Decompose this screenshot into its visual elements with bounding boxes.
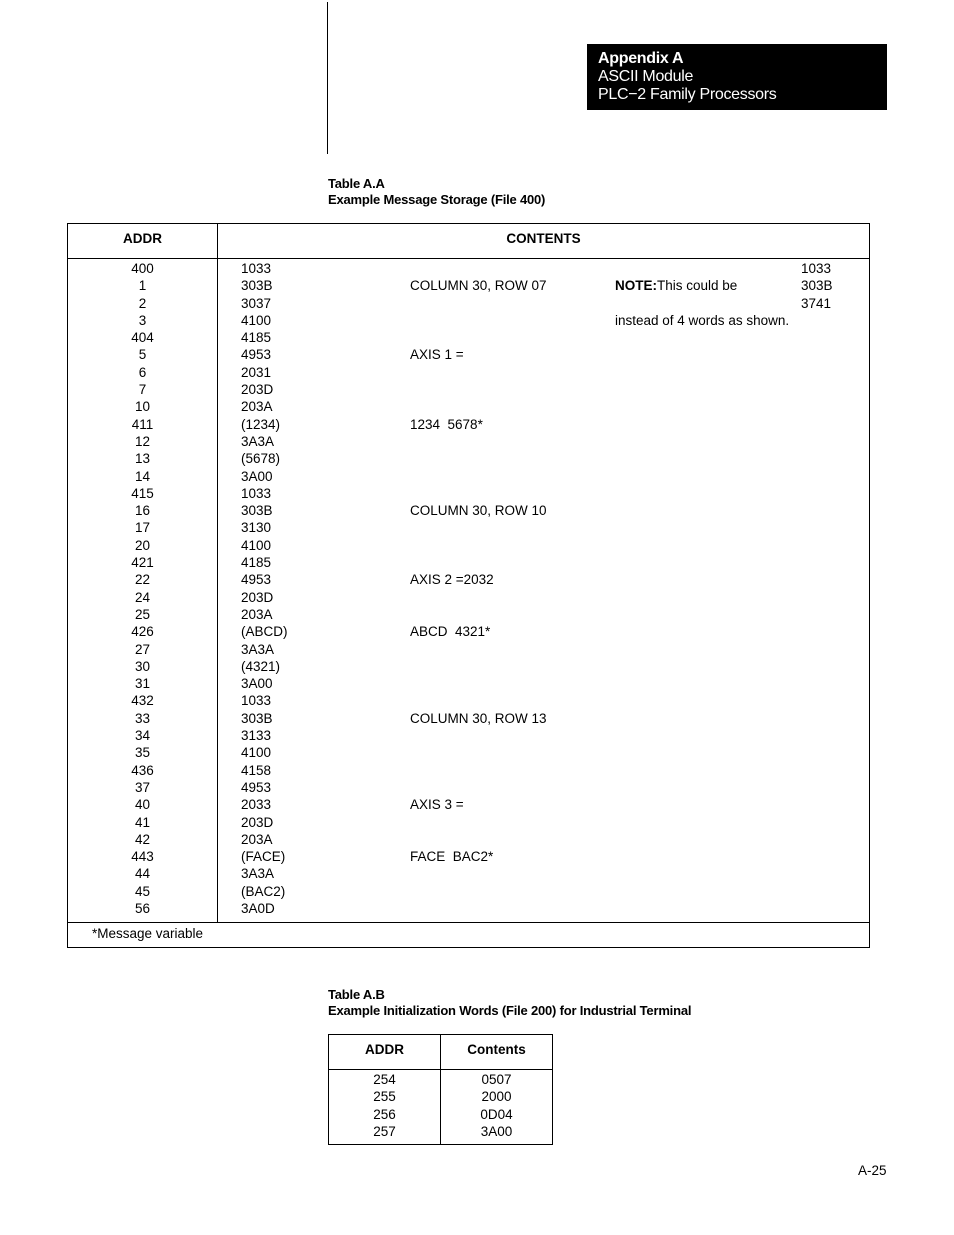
contents-cell: 203D bbox=[241, 382, 274, 398]
addr-cell: 20 bbox=[134, 537, 151, 553]
contents-cell: 0507 bbox=[481, 1072, 512, 1087]
contents-cell: 203D bbox=[241, 814, 274, 830]
meaning-cell bbox=[410, 468, 547, 485]
addr-cell: 25 bbox=[134, 606, 151, 622]
contents-cell: 2000 bbox=[481, 1089, 512, 1105]
addr-cell: 17 bbox=[134, 520, 151, 536]
addr-cell: 42 bbox=[134, 831, 151, 847]
footer-divider bbox=[68, 922, 869, 923]
meaning-cell bbox=[410, 727, 547, 744]
contents-cell: 3A00 bbox=[241, 468, 273, 484]
meaning-cell: AXIS 2 =2032 bbox=[410, 572, 494, 588]
addr-cell: 30 bbox=[134, 658, 151, 674]
addr-column bbox=[68, 260, 217, 917]
addr-cell: 37 bbox=[134, 779, 151, 795]
alt-word-cell: 3741 bbox=[801, 295, 832, 311]
addr-cell: 41 bbox=[134, 814, 151, 830]
meaning-cell bbox=[410, 329, 547, 346]
addr-cell: 40 bbox=[134, 797, 151, 813]
addr-cell: 22 bbox=[134, 572, 151, 588]
table-b-label: Table A.B bbox=[328, 987, 385, 1002]
meaning-cell bbox=[410, 883, 547, 900]
addr-cell: 3 bbox=[138, 312, 147, 328]
meaning-cell bbox=[410, 658, 547, 675]
meaning-cell: FACE BAC2* bbox=[410, 849, 494, 865]
contents-cell: (BAC2) bbox=[241, 883, 286, 899]
contents-header: CONTENTS bbox=[506, 231, 581, 246]
margin-rule bbox=[327, 2, 328, 154]
meaning-cell bbox=[410, 433, 547, 450]
contents-cell: (1234) bbox=[241, 416, 281, 432]
meaning-cell bbox=[410, 519, 547, 536]
contents-cell: (FACE) bbox=[241, 849, 286, 865]
contents-cell: 3A3A bbox=[241, 433, 275, 449]
column-divider bbox=[217, 224, 218, 922]
addr-column bbox=[329, 1071, 440, 1140]
addr-cell: 257 bbox=[373, 1123, 396, 1139]
contents-cell: 2033 bbox=[241, 797, 272, 813]
contents-column bbox=[441, 1071, 552, 1140]
meaning-cell bbox=[410, 744, 547, 761]
contents-cell: 4185 bbox=[241, 330, 272, 346]
meaning-cell bbox=[410, 900, 547, 917]
meaning-cell: COLUMN 30, ROW 10 bbox=[410, 503, 547, 519]
appendix-header bbox=[587, 44, 887, 110]
contents-cell: 1033 bbox=[241, 485, 272, 501]
contents-cell: 3133 bbox=[241, 728, 272, 744]
meaning-cell bbox=[410, 312, 547, 329]
contents-cell: 4100 bbox=[241, 312, 272, 328]
addr-cell: 254 bbox=[373, 1072, 396, 1087]
addr-cell: 33 bbox=[134, 710, 151, 726]
addr-header: ADDR bbox=[365, 1042, 404, 1057]
contents-cell: 203A bbox=[241, 831, 273, 847]
contents-column bbox=[241, 260, 288, 917]
table-a-label: Table A.A bbox=[328, 176, 385, 191]
meaning-cell bbox=[410, 606, 547, 623]
meaning-cell: ABCD 4321* bbox=[410, 624, 491, 640]
contents-cell: 3130 bbox=[241, 520, 272, 536]
addr-cell: 415 bbox=[131, 485, 154, 501]
addr-cell: 411 bbox=[131, 416, 154, 432]
addr-cell: 45 bbox=[134, 883, 151, 899]
note bbox=[615, 260, 789, 329]
meaning-cell bbox=[410, 485, 547, 502]
addr-cell: 34 bbox=[134, 728, 151, 744]
meaning-cell bbox=[410, 295, 547, 312]
contents-cell: 4953 bbox=[241, 779, 272, 795]
meaning-cell bbox=[410, 779, 547, 796]
table-b-title: Example Initialization Words (File 200) for Industrial Terminal bbox=[328, 1003, 692, 1018]
addr-cell: 14 bbox=[134, 468, 151, 484]
meaning-cell bbox=[410, 260, 547, 277]
contents-cell: 203A bbox=[241, 606, 273, 622]
addr-cell: 2 bbox=[138, 295, 147, 311]
table-a-caption bbox=[328, 176, 545, 208]
initialization-table bbox=[328, 1034, 553, 1145]
meaning-cell bbox=[410, 589, 547, 606]
contents-cell: 3A0D bbox=[241, 900, 275, 916]
contents-cell: 4158 bbox=[241, 762, 272, 778]
page-number: A-25 bbox=[858, 1163, 887, 1178]
contents-cell: 1033 bbox=[241, 693, 272, 709]
table-b-caption bbox=[328, 987, 691, 1019]
contents-cell: 3A00 bbox=[241, 676, 273, 692]
addr-cell: 443 bbox=[131, 849, 154, 865]
alt-word-cell: 1033 bbox=[801, 261, 832, 276]
note-label: NOTE: bbox=[615, 278, 657, 294]
addr-cell: 56 bbox=[134, 900, 151, 916]
header-divider bbox=[68, 258, 869, 259]
addr-cell: 5 bbox=[138, 347, 147, 363]
meaning-cell bbox=[410, 865, 547, 882]
addr-cell: 16 bbox=[134, 503, 151, 519]
meaning-cell: COLUMN 30, ROW 13 bbox=[410, 710, 547, 726]
addr-cell: 436 bbox=[131, 762, 154, 778]
addr-cell: 255 bbox=[373, 1089, 396, 1105]
addr-cell: 1 bbox=[138, 278, 147, 294]
addr-cell: 256 bbox=[373, 1106, 396, 1122]
contents-cell: 4185 bbox=[241, 555, 272, 571]
contents-cell: 2031 bbox=[241, 364, 272, 380]
note-line1: This could be bbox=[657, 278, 738, 294]
contents-cell: 3A3A bbox=[241, 641, 275, 657]
contents-cell: 303B bbox=[241, 710, 273, 726]
meaning-cell bbox=[410, 675, 547, 692]
meaning-cell bbox=[410, 537, 547, 554]
contents-cell: 203D bbox=[241, 589, 274, 605]
contents-cell: 4100 bbox=[241, 745, 272, 761]
contents-cell: 303B bbox=[241, 503, 273, 519]
meaning-cell bbox=[410, 554, 547, 571]
addr-cell: 400 bbox=[131, 261, 154, 276]
contents-cell: 0D04 bbox=[480, 1106, 513, 1122]
addr-cell: 10 bbox=[134, 399, 151, 415]
meaning-column bbox=[410, 260, 547, 917]
contents-cell: 4953 bbox=[241, 572, 272, 588]
addr-cell: 432 bbox=[131, 693, 154, 709]
addr-cell: 44 bbox=[134, 866, 151, 882]
meaning-cell: 1234 5678* bbox=[410, 416, 483, 432]
contents-cell: (4321) bbox=[241, 658, 281, 674]
meaning-cell bbox=[410, 450, 547, 467]
meaning-cell bbox=[410, 364, 547, 381]
addr-cell: 6 bbox=[138, 364, 147, 380]
addr-cell: 404 bbox=[131, 330, 154, 346]
message-storage-table bbox=[67, 223, 870, 948]
contents-cell: 4953 bbox=[241, 347, 272, 363]
meaning-cell bbox=[410, 641, 547, 658]
contents-cell: 303B bbox=[241, 278, 273, 294]
alt-words-column bbox=[801, 260, 833, 312]
meaning-cell: AXIS 1 = bbox=[410, 347, 464, 363]
addr-header: ADDR bbox=[123, 231, 162, 246]
contents-cell: 203A bbox=[241, 399, 273, 415]
addr-cell: 421 bbox=[131, 555, 154, 571]
addr-cell: 27 bbox=[134, 641, 151, 657]
header-module: ASCII Module bbox=[598, 68, 694, 85]
meaning-cell bbox=[410, 831, 547, 848]
contents-cell: 3A00 bbox=[480, 1123, 513, 1139]
header-family: PLC−2 Family Processors bbox=[598, 86, 777, 103]
meaning-cell bbox=[410, 381, 547, 398]
table-a-title: Example Message Storage (File 400) bbox=[328, 192, 546, 207]
addr-cell: 12 bbox=[134, 433, 151, 449]
addr-cell: 31 bbox=[134, 676, 151, 692]
alt-word-cell: 303B bbox=[801, 278, 833, 294]
addr-cell: 426 bbox=[131, 624, 154, 640]
contents-cell: (5678) bbox=[241, 451, 281, 467]
meaning-cell bbox=[410, 398, 547, 415]
addr-cell: 35 bbox=[134, 745, 151, 761]
meaning-cell bbox=[410, 814, 547, 831]
contents-cell: 3A3A bbox=[241, 866, 275, 882]
addr-cell: 7 bbox=[138, 382, 147, 398]
contents-cell: (ABCD) bbox=[241, 624, 288, 640]
meaning-cell bbox=[410, 692, 547, 709]
contents-cell: 3037 bbox=[241, 295, 272, 311]
contents-cell: 4100 bbox=[241, 537, 272, 553]
addr-cell: 24 bbox=[134, 589, 151, 605]
meaning-cell bbox=[410, 762, 547, 779]
meaning-cell: AXIS 3 = bbox=[410, 797, 464, 813]
note-line2: instead of 4 words as shown. bbox=[615, 312, 790, 328]
header-appendix: Appendix A bbox=[598, 50, 684, 67]
addr-cell: 13 bbox=[134, 451, 151, 467]
contents-cell: 1033 bbox=[241, 261, 272, 276]
contents-header: Contents bbox=[467, 1042, 526, 1057]
footnote: *Message variable bbox=[92, 926, 204, 941]
meaning-cell: COLUMN 30, ROW 07 bbox=[410, 278, 547, 294]
